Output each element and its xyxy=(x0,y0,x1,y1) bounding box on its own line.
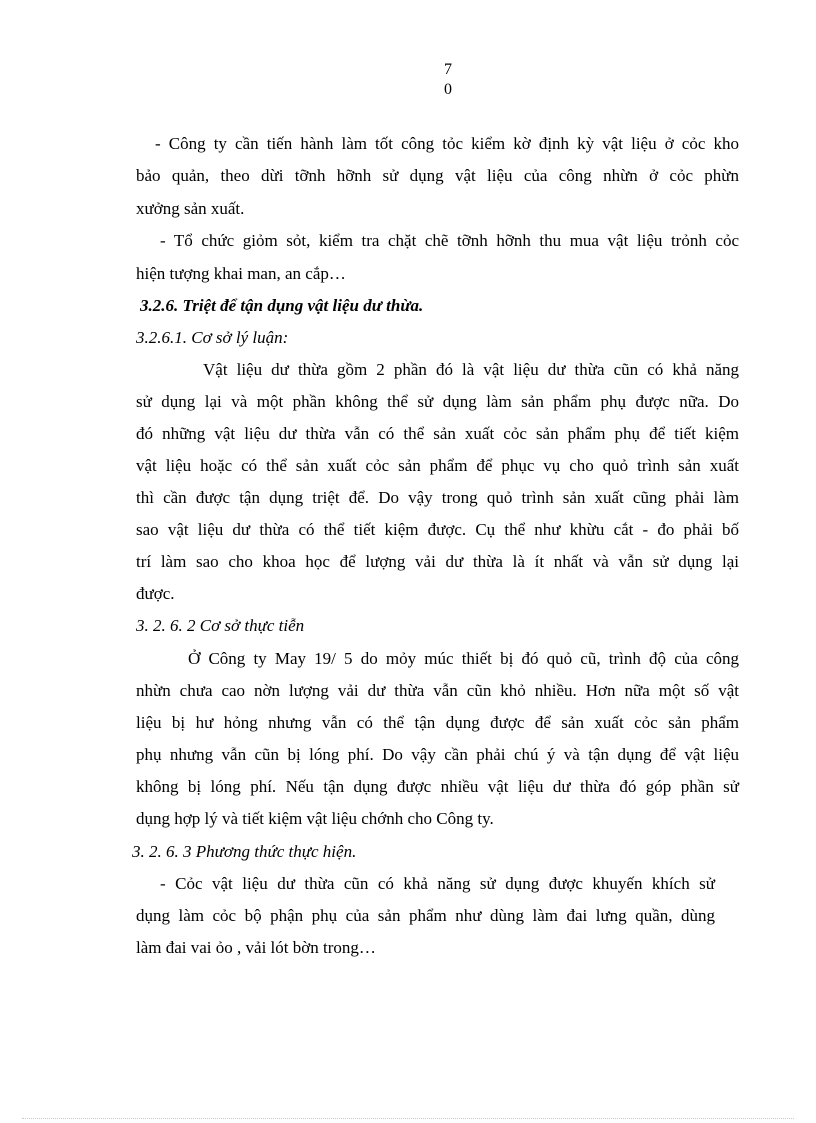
paragraph-line: nhừn chưa cao nờn lượng vải dư thừa vẫn cũn khỏ nhiều. Hơn nữa một số vật xyxy=(136,681,739,700)
paragraph-line: Vật liệu dư thừa gồm 2 phần đó là vật liệu dư thừa cũn có khả năng xyxy=(203,360,739,379)
paragraph-line: được. xyxy=(136,584,175,603)
paragraph-line: liệu bị hư hỏng nhưng vẫn có thể tận dụng được để sản xuất cỏc sản phẩm xyxy=(136,713,739,732)
paragraph-line: làm đai vai ỏo , vải lót bờn trong… xyxy=(136,938,376,957)
paragraph-line: - Cỏc vật liệu dư thừa cũn có khả năng sử dụng được khuyến khích sử xyxy=(160,874,715,893)
subsection-heading: 3. 2. 6. 3 Phương thức thực hiện. xyxy=(132,842,357,861)
paragraph-line: trí làm sao cho khoa học để lượng vải dư thừa là ít nhất và vẫn sử dụng lại xyxy=(136,552,739,571)
paragraph-line: hiện tượng khai man, an cắp… xyxy=(136,264,346,283)
paragraph-line: đó những vật liệu dư thừa vẫn có thể sản xuất cỏc sản phẩm phụ để tiết kiệm xyxy=(136,424,739,443)
paragraph-line: sao vật liệu dư thừa có thể tiết kiệm được. Cụ thể như khừu cắt - đo phải bố xyxy=(136,520,739,539)
paragraph-line: dụng làm cỏc bộ phận phụ của sản phẩm như dùng làm đai lưng quần, dùng xyxy=(136,906,715,925)
page-bottom-border xyxy=(22,1118,794,1119)
paragraph-line: xưởng sản xuất. xyxy=(136,199,245,218)
page-number-digit: 7 xyxy=(444,61,452,78)
paragraph-line: Ở Công ty May 19/ 5 do mỏy múc thiết bị đó quỏ cũ, trình độ của công xyxy=(188,649,739,668)
paragraph-line: không bị lóng phí. Nếu tận dụng được nhiều vật liệu dư thừa đó góp phần sử xyxy=(136,777,739,796)
paragraph-line: sử dụng lại và một phần không thể sử dụng làm sản phẩm phụ được nữa. Do xyxy=(136,392,739,411)
paragraph-line: bảo quản, theo dừi tỡnh hỡnh sử dụng vật liệu của công nhừn ở cỏc phừn xyxy=(136,166,739,185)
page-number-digit: 0 xyxy=(444,81,452,98)
paragraph-line: phụ nhưng vẫn cũn bị lóng phí. Do vậy cần phải chú ý và tận dụng để vật liệu xyxy=(136,745,739,764)
paragraph-line: thì cần được tận dụng triệt để. Do vậy trong quỏ trình sản xuất cũng phải làm xyxy=(136,488,739,507)
subsection-heading: 3. 2. 6. 2 Cơ sở thực tiễn xyxy=(136,616,305,635)
section-heading: 3.2.6. Triệt để tận dụng vật liệu dư thừa. xyxy=(140,296,424,315)
paragraph-line: - Tổ chức giỏm sỏt, kiểm tra chặt chẽ tỡnh hỡnh thu mua vật liệu trỏnh cỏc xyxy=(160,231,739,250)
paragraph-line: dụng hợp lý và tiết kiệm vật liệu chớnh cho Công ty. xyxy=(136,809,494,828)
paragraph-line: - Công ty cần tiến hành làm tốt công tỏc kiểm kờ định kỳ vật liệu ở cỏc kho xyxy=(155,134,739,153)
page-number xyxy=(440,60,456,100)
subsection-heading: 3.2.6.1. Cơ sở lý luận: xyxy=(136,328,289,347)
paragraph-line: vật liệu hoặc có thể sản xuất cỏc sản phẩm để phục vụ cho quỏ trình sản xuất xyxy=(136,456,739,475)
